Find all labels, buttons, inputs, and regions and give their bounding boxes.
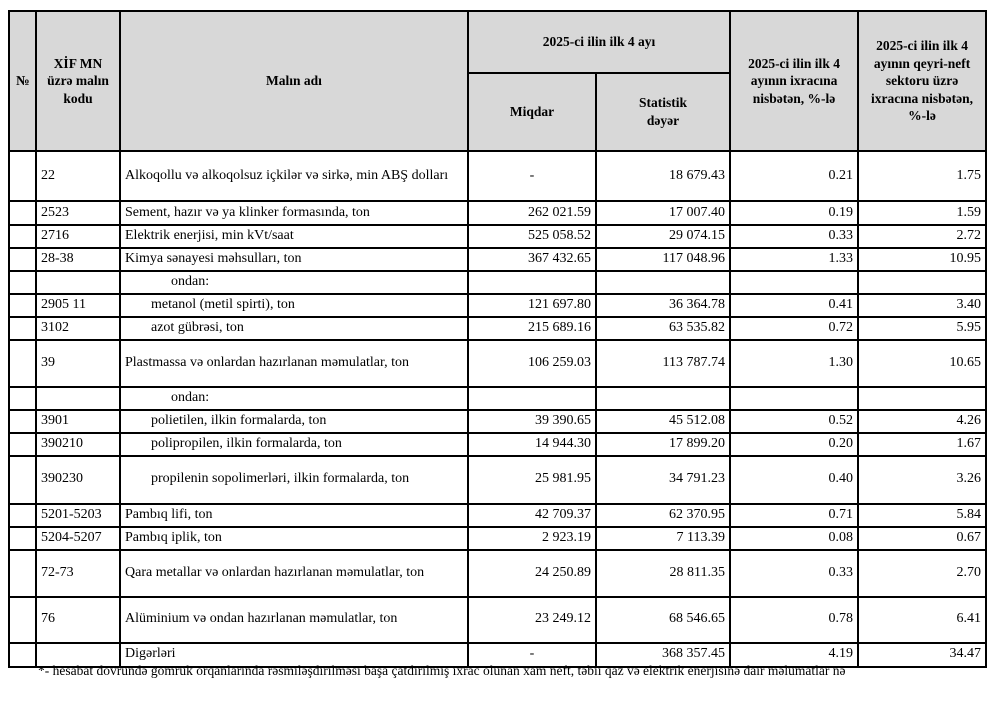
cell-share-of-nonoil-exports: 34.47 — [858, 643, 986, 667]
cell-quantity — [468, 271, 596, 294]
cell-product-code: 22 — [36, 151, 120, 201]
footnote: *- hesabat dövründə gömrük orqanlarında rəsmiləşdirilməsi başa çatdırılmış ixrac olunan xam neft, təbii qaz və elektrik enerjisinə dair məlumatlar nə — [38, 663, 846, 678]
cell-share-of-nonoil-exports: 10.95 — [858, 248, 986, 271]
cell-statistical-value: 29 074.15 — [596, 225, 730, 248]
cell-product-code: 3901 — [36, 410, 120, 433]
cell-no — [9, 340, 36, 387]
cell-share-of-nonoil-exports: 2.70 — [858, 550, 986, 597]
cell-product-code: 76 — [36, 597, 120, 643]
cell-statistical-value: 36 364.78 — [596, 294, 730, 317]
export-statistics-table — [8, 10, 987, 668]
cell-no — [9, 294, 36, 317]
cell-no — [9, 271, 36, 294]
cell-statistical-value: 34 791.23 — [596, 456, 730, 504]
cell-product-code: 2716 — [36, 225, 120, 248]
cell-quantity: 24 250.89 — [468, 550, 596, 597]
table-row — [9, 248, 986, 271]
table-row — [9, 151, 986, 201]
cell-quantity: 14 944.30 — [468, 433, 596, 456]
cell-share-of-nonoil-exports: 4.26 — [858, 410, 986, 433]
table-row — [9, 387, 986, 410]
cell-share-of-exports: 0.19 — [730, 201, 858, 225]
cell-product-code: 5201-5203 — [36, 504, 120, 527]
table-body — [9, 151, 986, 667]
cell-product-code: 28-38 — [36, 248, 120, 271]
cell-quantity: 262 021.59 — [468, 201, 596, 225]
header-period-group: 2025-ci ilin ilk 4 ayı — [468, 11, 730, 73]
cell-share-of-nonoil-exports — [858, 271, 986, 294]
header-statistical-value-label: Statistik dəyər — [638, 95, 687, 128]
cell-statistical-value: 17 899.20 — [596, 433, 730, 456]
cell-quantity — [468, 387, 596, 410]
cell-statistical-value: 7 113.39 — [596, 527, 730, 550]
cell-no — [9, 527, 36, 550]
cell-quantity: 39 390.65 — [468, 410, 596, 433]
cell-product-code: 2905 11 — [36, 294, 120, 317]
cell-quantity: 106 259.03 — [468, 340, 596, 387]
table-row — [9, 433, 986, 456]
cell-product-name: Kimya sənayesi məhsulları, ton — [120, 248, 468, 271]
cell-product-code: 3102 — [36, 317, 120, 340]
cell-share-of-nonoil-exports: 6.41 — [858, 597, 986, 643]
header-product-code: XİF MN üzrə malın kodu — [36, 11, 120, 151]
cell-quantity: 23 249.12 — [468, 597, 596, 643]
table-row — [9, 504, 986, 527]
cell-no — [9, 597, 36, 643]
cell-quantity: 121 697.80 — [468, 294, 596, 317]
table-row — [9, 550, 986, 597]
cell-share-of-nonoil-exports: 1.75 — [858, 151, 986, 201]
cell-product-code — [36, 271, 120, 294]
cell-product-code: 390230 — [36, 456, 120, 504]
header-share-of-exports: 2025-ci ilin ilk 4 ayının ixracına nisbətən, %-lə — [730, 11, 858, 151]
cell-statistical-value: 63 535.82 — [596, 317, 730, 340]
cell-product-code: 390210 — [36, 433, 120, 456]
cell-product-name: metanol (metil spirti), ton — [120, 294, 468, 317]
cell-share-of-nonoil-exports: 0.67 — [858, 527, 986, 550]
cell-no — [9, 151, 36, 201]
cell-product-name: propilenin sopolimerləri, ilkin formalarda, ton — [120, 456, 468, 504]
header-statistical-value — [596, 73, 730, 151]
cell-share-of-exports: 0.21 — [730, 151, 858, 201]
cell-share-of-nonoil-exports: 3.40 — [858, 294, 986, 317]
cell-no — [9, 225, 36, 248]
cell-product-name: polipropilen, ilkin formalarda, ton — [120, 433, 468, 456]
cell-statistical-value: 62 370.95 — [596, 504, 730, 527]
cell-no — [9, 550, 36, 597]
cell-share-of-exports: 0.78 — [730, 597, 858, 643]
table-row — [9, 456, 986, 504]
cell-product-name: Elektrik enerjisi, min kVt/saat — [120, 225, 468, 248]
cell-share-of-exports: 0.52 — [730, 410, 858, 433]
cell-share-of-nonoil-exports: 1.67 — [858, 433, 986, 456]
cell-statistical-value: 117 048.96 — [596, 248, 730, 271]
table-row — [9, 317, 986, 340]
cell-statistical-value — [596, 271, 730, 294]
cell-share-of-nonoil-exports: 5.84 — [858, 504, 986, 527]
cell-share-of-exports: 0.41 — [730, 294, 858, 317]
table-header — [9, 11, 986, 151]
cell-product-name: Alüminium və ondan hazırlanan məmulatlar, ton — [120, 597, 468, 643]
cell-quantity: - — [468, 151, 596, 201]
table-row — [9, 294, 986, 317]
cell-no — [9, 504, 36, 527]
cell-product-name: azot gübrəsi, ton — [120, 317, 468, 340]
cell-share-of-exports: 0.40 — [730, 456, 858, 504]
cell-product-code: 39 — [36, 340, 120, 387]
cell-share-of-nonoil-exports: 1.59 — [858, 201, 986, 225]
cell-statistical-value: 368 357.45 — [596, 643, 730, 667]
cell-statistical-value: 45 512.08 — [596, 410, 730, 433]
table-row — [9, 597, 986, 643]
table-row — [9, 225, 986, 248]
cell-product-name: ondan: — [120, 387, 468, 410]
cell-product-name: ondan: — [120, 271, 468, 294]
cell-product-code: 2523 — [36, 201, 120, 225]
table-row — [9, 410, 986, 433]
cell-no — [9, 248, 36, 271]
cell-share-of-exports — [730, 271, 858, 294]
cell-share-of-exports: 0.33 — [730, 225, 858, 248]
cell-share-of-exports: 1.30 — [730, 340, 858, 387]
cell-share-of-nonoil-exports: 10.65 — [858, 340, 986, 387]
cell-quantity: 2 923.19 — [468, 527, 596, 550]
table-row — [9, 271, 986, 294]
cell-product-code: 5204-5207 — [36, 527, 120, 550]
cell-share-of-exports: 0.72 — [730, 317, 858, 340]
cell-statistical-value: 28 811.35 — [596, 550, 730, 597]
header-no: № — [9, 11, 36, 151]
cell-product-name: Sement, hazır və ya klinker formasında, ton — [120, 201, 468, 225]
table-row — [9, 201, 986, 225]
cell-product-code — [36, 387, 120, 410]
cell-statistical-value: 17 007.40 — [596, 201, 730, 225]
cell-statistical-value: 18 679.43 — [596, 151, 730, 201]
cell-quantity: 525 058.52 — [468, 225, 596, 248]
cell-product-name: Pambıq lifi, ton — [120, 504, 468, 527]
cell-share-of-exports: 0.20 — [730, 433, 858, 456]
cell-share-of-exports: 4.19 — [730, 643, 858, 667]
cell-product-name: Alkoqollu və alkoqolsuz içkilər və sirkə, min ABŞ dolları — [120, 151, 468, 201]
cell-product-name: Digərləri — [120, 643, 468, 667]
table-row — [9, 340, 986, 387]
cell-statistical-value: 68 546.65 — [596, 597, 730, 643]
cell-no — [9, 410, 36, 433]
cell-no — [9, 387, 36, 410]
cell-product-code: 72-73 — [36, 550, 120, 597]
cell-quantity: - — [468, 643, 596, 667]
cell-share-of-nonoil-exports — [858, 387, 986, 410]
cell-no — [9, 317, 36, 340]
cell-share-of-nonoil-exports: 3.26 — [858, 456, 986, 504]
header-product-name: Malın adı — [120, 11, 468, 151]
cell-product-name: Qara metallar və onlardan hazırlanan məmulatlar, ton — [120, 550, 468, 597]
cell-share-of-exports — [730, 387, 858, 410]
cell-share-of-exports: 0.08 — [730, 527, 858, 550]
cell-share-of-exports: 0.33 — [730, 550, 858, 597]
cell-share-of-nonoil-exports: 2.72 — [858, 225, 986, 248]
cell-statistical-value — [596, 387, 730, 410]
table-row — [9, 527, 986, 550]
cell-no — [9, 456, 36, 504]
cell-statistical-value: 113 787.74 — [596, 340, 730, 387]
cell-share-of-exports: 1.33 — [730, 248, 858, 271]
header-quantity: Miqdar — [468, 73, 596, 151]
cell-no — [9, 433, 36, 456]
cell-product-name: Plastmassa və onlardan hazırlanan məmulatlar, ton — [120, 340, 468, 387]
header-share-of-nonoil-exports: 2025-ci ilin ilk 4 ayının qeyri-neft sektoru üzrə ixracına nisbətən, %-lə — [858, 11, 986, 151]
cell-product-name: Pambıq iplik, ton — [120, 527, 468, 550]
cell-quantity: 42 709.37 — [468, 504, 596, 527]
cell-no — [9, 201, 36, 225]
cell-quantity: 25 981.95 — [468, 456, 596, 504]
cell-share-of-exports: 0.71 — [730, 504, 858, 527]
cell-share-of-nonoil-exports: 5.95 — [858, 317, 986, 340]
cell-quantity: 215 689.16 — [468, 317, 596, 340]
cell-quantity: 367 432.65 — [468, 248, 596, 271]
cell-product-name: polietilen, ilkin formalarda, ton — [120, 410, 468, 433]
